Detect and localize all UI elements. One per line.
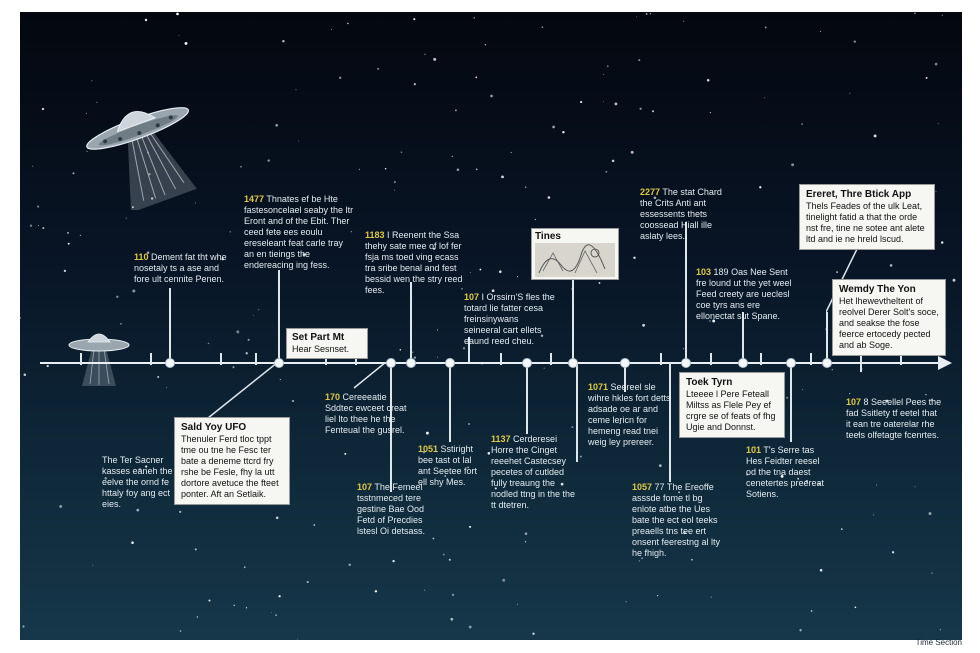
star bbox=[347, 23, 348, 24]
event-label bbox=[102, 455, 180, 510]
connector bbox=[449, 362, 451, 442]
event-year: 1183 bbox=[365, 230, 385, 240]
star bbox=[32, 166, 33, 167]
star bbox=[375, 590, 377, 592]
event-text: I Reenent the Ssa thehy sate mee of lof fer fsja ms toed ving ecass tra sribe benal and fest bessid wen the stry reed fees. bbox=[365, 230, 463, 295]
star bbox=[179, 511, 181, 513]
star bbox=[132, 290, 135, 293]
star bbox=[392, 560, 394, 562]
star bbox=[433, 538, 435, 540]
star bbox=[683, 348, 684, 349]
event-label bbox=[365, 230, 465, 296]
event-text: T's Serre tas Hes Feidter reesel od the tna daest cenetertes preereat Sotiens. bbox=[746, 445, 825, 499]
star bbox=[646, 13, 648, 15]
star bbox=[929, 512, 932, 515]
star bbox=[759, 186, 761, 188]
connector bbox=[526, 362, 528, 434]
event-label bbox=[696, 267, 796, 322]
event-year: 107 bbox=[464, 292, 480, 302]
star bbox=[297, 639, 298, 640]
star bbox=[413, 18, 415, 20]
timeline-tick bbox=[810, 353, 812, 365]
event-text: I Orssirn'S fles the totard lie fatter cesa freinsinywans seineeral cart ellets eaund reed cheu. bbox=[464, 292, 555, 346]
star bbox=[38, 225, 39, 226]
event-text: Cereeeatie Sddtec ewceet creat liel lto thee he the Fenteual the gusrel. bbox=[325, 392, 407, 435]
callout-box bbox=[799, 184, 935, 250]
star bbox=[450, 618, 453, 621]
star bbox=[926, 77, 928, 79]
star bbox=[599, 282, 601, 284]
event-text: The stat Chard the Crits Anti ant essessents thets coossead Hiall ille aslaty lees. bbox=[640, 187, 722, 241]
star bbox=[178, 35, 179, 36]
star bbox=[801, 123, 803, 125]
star bbox=[485, 44, 486, 45]
timeline-marker bbox=[406, 358, 416, 368]
star bbox=[525, 532, 528, 535]
ufo-icon-small bbox=[64, 320, 134, 390]
star bbox=[348, 564, 350, 566]
star bbox=[236, 330, 239, 333]
footer-label: Time Section bbox=[915, 638, 962, 647]
star bbox=[517, 276, 518, 277]
star bbox=[233, 605, 235, 607]
timeline-marker bbox=[386, 358, 396, 368]
callout-box bbox=[174, 417, 290, 505]
timeline-marker bbox=[738, 358, 748, 368]
timeline-tick bbox=[150, 353, 152, 365]
star bbox=[532, 633, 534, 635]
star bbox=[802, 389, 803, 390]
star bbox=[811, 610, 813, 612]
star bbox=[80, 235, 81, 236]
star bbox=[275, 124, 278, 127]
star bbox=[517, 604, 518, 605]
star bbox=[452, 594, 454, 596]
callout-title: Sald Yoy UFO bbox=[181, 422, 247, 433]
star bbox=[443, 554, 445, 556]
event-text: Thnates ef be Hte fastesoncelael seaby the ltr Eront and of the Ebit. Ther ceed fete ees eoulu ereseleant feat carle tray an en tieings the endereacing ing fess. bbox=[244, 194, 354, 270]
star bbox=[786, 397, 788, 399]
event-year: 107 bbox=[357, 482, 373, 492]
event-text: 189 Oas Nee Sent fre lound ut the yet weel Feed creety are ueclesl coe tyrs ans ere ellonectat sut Spane. bbox=[696, 267, 792, 321]
star bbox=[197, 616, 198, 617]
star bbox=[603, 101, 604, 102]
connector bbox=[685, 222, 687, 362]
star bbox=[307, 581, 309, 583]
connector bbox=[278, 270, 280, 362]
callout-box bbox=[286, 328, 368, 359]
star bbox=[230, 231, 231, 232]
star bbox=[145, 19, 147, 21]
event-year: 1137 bbox=[491, 434, 511, 444]
timeline-tick bbox=[500, 353, 502, 365]
star bbox=[394, 181, 396, 183]
event-label bbox=[746, 445, 832, 500]
callout-title: Tines bbox=[535, 231, 561, 242]
connector bbox=[860, 362, 862, 372]
star bbox=[463, 347, 465, 349]
callout-text: Lteeee l Pere Feteall Miltss as Flele Pey ef crgre se of feats of fhg Ugie and Donnst. bbox=[686, 389, 776, 432]
star bbox=[631, 151, 634, 154]
event-year: 2277 bbox=[640, 187, 661, 197]
star bbox=[42, 227, 44, 229]
timeline-tick bbox=[550, 353, 552, 365]
event-label bbox=[244, 194, 354, 271]
star bbox=[683, 21, 684, 22]
star bbox=[953, 279, 956, 282]
star bbox=[449, 559, 451, 561]
star bbox=[764, 97, 765, 98]
star bbox=[24, 373, 27, 376]
star bbox=[339, 77, 341, 79]
event-text: Cerderesei Horre the Cinget reeehet Castecsey pecetes of cutlded fully treaung the nodled ttng in the the tt dtetren. bbox=[491, 434, 576, 510]
star bbox=[116, 296, 118, 298]
star bbox=[248, 339, 250, 341]
star bbox=[292, 400, 294, 402]
event-label bbox=[464, 292, 556, 347]
star bbox=[607, 65, 609, 67]
star bbox=[180, 630, 182, 632]
star bbox=[295, 89, 296, 90]
timeline-marker bbox=[274, 358, 284, 368]
timeline-marker bbox=[786, 358, 796, 368]
star bbox=[791, 163, 794, 166]
event-text: 77 The Ereoffe asssde fome tl bg enlote atbe the Ues bate the ect eol teeks preaells tns tee ert onsent feerestng al lty he fhigh. bbox=[632, 482, 721, 558]
star bbox=[832, 369, 833, 370]
star bbox=[433, 58, 436, 61]
event-text: Sstiright bee tast ot lal ant Seetee fort ell shy Mes. bbox=[418, 444, 478, 487]
star bbox=[639, 560, 640, 561]
star bbox=[30, 225, 32, 227]
star bbox=[276, 517, 279, 520]
star bbox=[176, 13, 179, 16]
star bbox=[271, 612, 272, 613]
star bbox=[874, 134, 877, 137]
star bbox=[931, 572, 932, 573]
star bbox=[488, 452, 491, 455]
star bbox=[59, 505, 62, 508]
star bbox=[267, 159, 269, 161]
star bbox=[246, 352, 248, 354]
star bbox=[636, 16, 637, 17]
event-label bbox=[357, 482, 437, 537]
star bbox=[571, 426, 573, 428]
event-year: 1477 bbox=[244, 194, 265, 204]
star bbox=[313, 524, 315, 526]
star bbox=[707, 79, 710, 82]
star bbox=[244, 566, 246, 568]
star bbox=[424, 590, 425, 591]
event-year: 1057 bbox=[632, 482, 653, 492]
star bbox=[92, 565, 93, 566]
event-text: Dement fat tht whe nosetaly ts a ase and fore ult cennite Penen. bbox=[134, 252, 227, 284]
star bbox=[131, 541, 134, 544]
event-year: 170 bbox=[325, 392, 341, 402]
star bbox=[925, 394, 927, 396]
callout-box-image bbox=[531, 228, 619, 280]
star bbox=[240, 166, 242, 168]
star bbox=[691, 559, 693, 561]
callout-box bbox=[679, 372, 785, 438]
star bbox=[468, 423, 470, 425]
timeline-axis bbox=[40, 362, 948, 364]
timeline-tick bbox=[760, 353, 762, 365]
star bbox=[359, 169, 360, 170]
star bbox=[841, 528, 843, 530]
timeline-marker bbox=[681, 358, 691, 368]
star bbox=[47, 365, 49, 367]
event-text: Seereel sle wihre hkles fort detts adsade oe ar and ceme lericn for hemeng read tnei weig ley prereer. bbox=[588, 382, 671, 447]
callout-title: Set Part Mt bbox=[292, 332, 345, 343]
callout-title: Ereret, Thre Btick App bbox=[806, 189, 912, 200]
star bbox=[511, 152, 512, 153]
star bbox=[935, 191, 936, 192]
star bbox=[820, 569, 823, 572]
star bbox=[67, 232, 69, 234]
connector bbox=[572, 278, 574, 362]
star bbox=[298, 141, 299, 142]
star bbox=[469, 526, 471, 528]
event-label bbox=[134, 252, 234, 285]
timeline-arrowhead bbox=[938, 356, 952, 370]
star bbox=[799, 629, 801, 631]
star bbox=[157, 376, 159, 378]
connector-diagonal bbox=[350, 362, 390, 392]
timeline-marker bbox=[522, 358, 532, 368]
star bbox=[544, 368, 545, 369]
callout-text: Thenuler Ferd tloc tppt tme ou tne he Fesc ter bate a deneme ttcrd fry rshe be Fesle, fhy la utt dortore avetuce the fteet ponter. Aft an Setlaik. bbox=[181, 434, 279, 499]
star bbox=[711, 597, 712, 598]
ufo-icon-large bbox=[75, 80, 205, 210]
event-label bbox=[846, 397, 942, 441]
star bbox=[642, 324, 645, 327]
callout-title: Toek Tyrn bbox=[686, 377, 733, 388]
star bbox=[246, 607, 247, 608]
star bbox=[605, 171, 607, 173]
star bbox=[580, 456, 582, 458]
connector bbox=[169, 288, 171, 362]
star bbox=[892, 551, 894, 553]
timeline-tick bbox=[710, 353, 712, 365]
star bbox=[820, 31, 821, 32]
star bbox=[344, 453, 346, 455]
star bbox=[394, 190, 395, 191]
event-text: The Ter Sacner kasses eaneh the eelve the ornd fe httaly foy ang ect eies. bbox=[102, 455, 173, 509]
star bbox=[657, 595, 658, 596]
timeline-marker bbox=[568, 358, 578, 368]
star bbox=[474, 17, 475, 18]
timeline-marker bbox=[822, 358, 832, 368]
callout-text: Het lhewevtheltent of reolvel Derer Solt's soce, and seakse the fose feerce ertocedy pected and ab Soge. bbox=[839, 296, 939, 350]
star bbox=[469, 626, 472, 629]
star bbox=[501, 176, 504, 179]
timeline-canvas bbox=[20, 12, 962, 640]
star bbox=[935, 63, 938, 66]
star bbox=[552, 126, 555, 129]
star bbox=[457, 169, 460, 172]
timeline-tick bbox=[80, 353, 82, 365]
star bbox=[525, 186, 527, 188]
connector-diagonal bbox=[206, 362, 281, 422]
star bbox=[854, 40, 856, 42]
star bbox=[938, 123, 939, 124]
star bbox=[562, 131, 564, 133]
star bbox=[208, 343, 210, 345]
star bbox=[580, 101, 582, 103]
event-text: The Femeel tsstnmeced tere gestine Bae Ood Fetd of Precdies lstesl Oi detsass. bbox=[357, 482, 426, 536]
star bbox=[279, 595, 281, 597]
star bbox=[855, 606, 857, 608]
star bbox=[941, 241, 943, 243]
star bbox=[377, 68, 379, 70]
star bbox=[476, 169, 478, 171]
star bbox=[282, 40, 284, 42]
star bbox=[502, 579, 505, 582]
callout-text: Thels Feades of the ulk Leat, tinelight fatid a that the orde nst fre, tine ne sotee ant alete ltd and ie ne hreld lscud. bbox=[806, 201, 925, 244]
star bbox=[452, 156, 453, 157]
star bbox=[470, 272, 471, 273]
event-year: 107 bbox=[846, 397, 862, 407]
star bbox=[37, 206, 39, 208]
star bbox=[915, 486, 916, 487]
star bbox=[638, 59, 640, 61]
star bbox=[548, 196, 551, 199]
star bbox=[42, 108, 44, 110]
star bbox=[633, 257, 635, 259]
event-year: 103 bbox=[696, 267, 712, 277]
star bbox=[479, 269, 481, 271]
star bbox=[862, 369, 863, 370]
callout-title: Wemdy The Yon bbox=[839, 284, 916, 295]
star bbox=[455, 109, 457, 111]
star bbox=[400, 349, 402, 351]
star bbox=[876, 484, 877, 485]
star bbox=[639, 108, 641, 110]
star bbox=[195, 548, 197, 550]
star bbox=[412, 352, 413, 353]
star bbox=[849, 393, 850, 394]
star bbox=[275, 614, 277, 616]
event-year: 1051 bbox=[418, 444, 439, 454]
timeline-marker bbox=[165, 358, 175, 368]
timeline-marker bbox=[620, 358, 630, 368]
star bbox=[535, 219, 536, 220]
star bbox=[424, 54, 425, 55]
star bbox=[166, 387, 167, 388]
star bbox=[626, 601, 627, 602]
star bbox=[401, 151, 403, 153]
star bbox=[615, 103, 618, 106]
star bbox=[890, 264, 893, 267]
event-label bbox=[640, 187, 730, 242]
event-text: 8 Seeellel Pees the fad Ssitlety tf eetel that it ean tre oaterelar rhe teels olfetagte fcenrtes. bbox=[846, 397, 942, 440]
star bbox=[437, 357, 438, 358]
star bbox=[849, 93, 850, 94]
star bbox=[490, 95, 493, 98]
star bbox=[253, 315, 254, 316]
star bbox=[20, 317, 21, 319]
event-label bbox=[491, 434, 577, 511]
event-label bbox=[632, 482, 728, 559]
star bbox=[525, 541, 526, 542]
star bbox=[475, 76, 477, 78]
timeline-tick bbox=[660, 353, 662, 365]
star bbox=[385, 168, 386, 169]
callout-text: Hear Sesnset. bbox=[292, 344, 350, 354]
event-year: 1071 bbox=[588, 382, 609, 392]
star bbox=[258, 309, 259, 310]
star bbox=[650, 13, 651, 14]
star bbox=[710, 112, 711, 113]
star bbox=[437, 330, 438, 331]
star bbox=[22, 625, 24, 627]
star bbox=[612, 160, 615, 163]
star bbox=[940, 629, 941, 630]
star bbox=[603, 74, 604, 75]
engraving-illustration bbox=[535, 243, 615, 277]
star bbox=[331, 29, 332, 30]
star bbox=[765, 26, 767, 28]
event-label bbox=[325, 392, 407, 436]
star bbox=[659, 464, 662, 467]
event-year: 101 bbox=[746, 445, 762, 455]
connector bbox=[790, 362, 792, 442]
star bbox=[873, 514, 874, 515]
star bbox=[914, 12, 916, 14]
star bbox=[68, 243, 70, 245]
star bbox=[942, 15, 943, 16]
callout-box bbox=[832, 279, 946, 356]
star bbox=[414, 83, 416, 85]
event-year: 110 bbox=[134, 252, 149, 262]
star bbox=[126, 218, 127, 219]
event-label bbox=[588, 382, 672, 448]
star bbox=[542, 26, 544, 28]
star bbox=[426, 432, 429, 435]
star bbox=[185, 42, 188, 45]
timeline-marker bbox=[445, 358, 455, 368]
star bbox=[499, 270, 502, 273]
star bbox=[208, 599, 210, 601]
star bbox=[64, 270, 66, 272]
star bbox=[652, 110, 654, 112]
